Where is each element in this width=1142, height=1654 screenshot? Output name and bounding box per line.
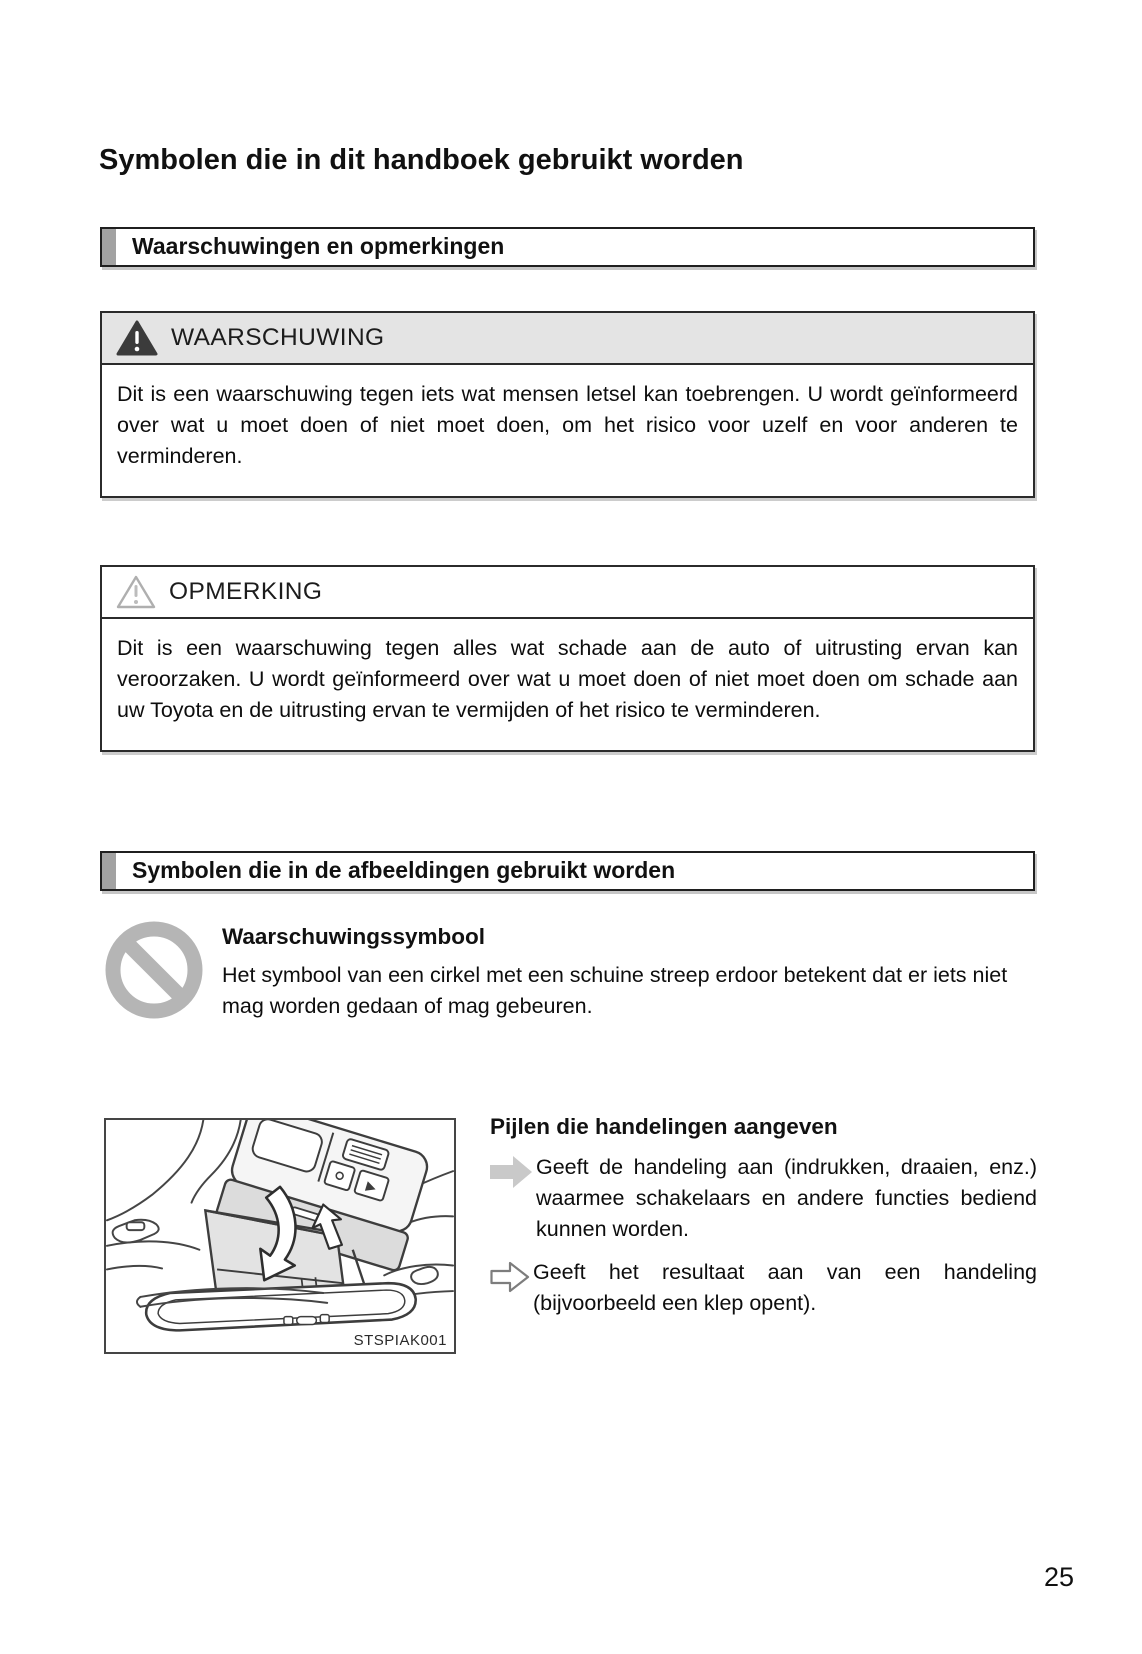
- notice-box-header: [102, 567, 1033, 619]
- section-header-warnings-notes: [100, 227, 1035, 267]
- notice-box: [100, 565, 1035, 752]
- section-title: Symbolen die in de afbeeldingen gebruikt worden: [132, 857, 676, 883]
- warning-box: [100, 311, 1035, 498]
- action-arrows-legend: [490, 1114, 1037, 1319]
- page-number: 25: [1044, 1562, 1075, 1592]
- page-title: Symbolen die in dit handboek gebruikt worden: [99, 144, 744, 176]
- legend-item-text: Geeft de handeling aan (indrukken, draaien, enz.) waarmee schakelaars en andere functies bediend kunnen worden.: [536, 1155, 1037, 1241]
- section-title: Waarschuwingen en opmerkingen: [132, 233, 505, 259]
- overhead-console-illustration: [106, 1120, 454, 1352]
- prohibition-circle-icon: [104, 920, 204, 1020]
- figure-caption: STSPIAK001: [353, 1332, 447, 1349]
- figure-overhead-console: [104, 1118, 456, 1354]
- warning-triangle-outline-icon: [116, 574, 156, 610]
- warning-symbol-row: [104, 920, 1037, 1022]
- legend-item-text: Geeft het resultaat aan van een handeling (bijvoorbeeld een klep opent).: [533, 1260, 1037, 1315]
- section-tab: [102, 853, 116, 889]
- warning-symbol-text: [222, 920, 1014, 1022]
- action-arrows-title: Pijlen die handelingen aangeven: [490, 1114, 838, 1139]
- outline-arrow-icon: [490, 1260, 530, 1294]
- notice-box-title: OPMERKING: [169, 578, 323, 605]
- section-header-picture-symbols: [100, 851, 1035, 891]
- legend-item-action: [490, 1152, 1037, 1245]
- warning-symbol-title: Waarschuwingssymbool: [222, 924, 485, 949]
- warning-box-body: Dit is een waarschuwing tegen iets wat mensen letsel kan toebrengen. U wordt geïnformeerd over wat u moet doen of niet moet doen, om het risico voor uzelf en voor anderen te verminderen.: [117, 382, 1018, 468]
- warning-box-header: [102, 313, 1033, 365]
- section-tab: [102, 229, 116, 265]
- warning-triangle-filled-icon: [116, 320, 158, 357]
- legend-item-result: [490, 1257, 1037, 1319]
- solid-gray-arrow-icon: [490, 1155, 533, 1189]
- warning-box-title: WAARSCHUWING: [171, 324, 385, 351]
- notice-box-body: Dit is een waarschuwing tegen alles wat schade aan de auto of uitrusting ervan kan veroorzaken. U wordt geïnformeerd over wat u moet doen of niet moet doen om schade aan uw Toyota en de uitrusting ervan te vermijden of het risico te verminderen.: [117, 636, 1018, 722]
- warning-symbol-body: Het symbool van een cirkel met een schuine streep erdoor betekent dat er iets niet mag worden gedaan of mag gebeuren.: [222, 963, 1008, 1018]
